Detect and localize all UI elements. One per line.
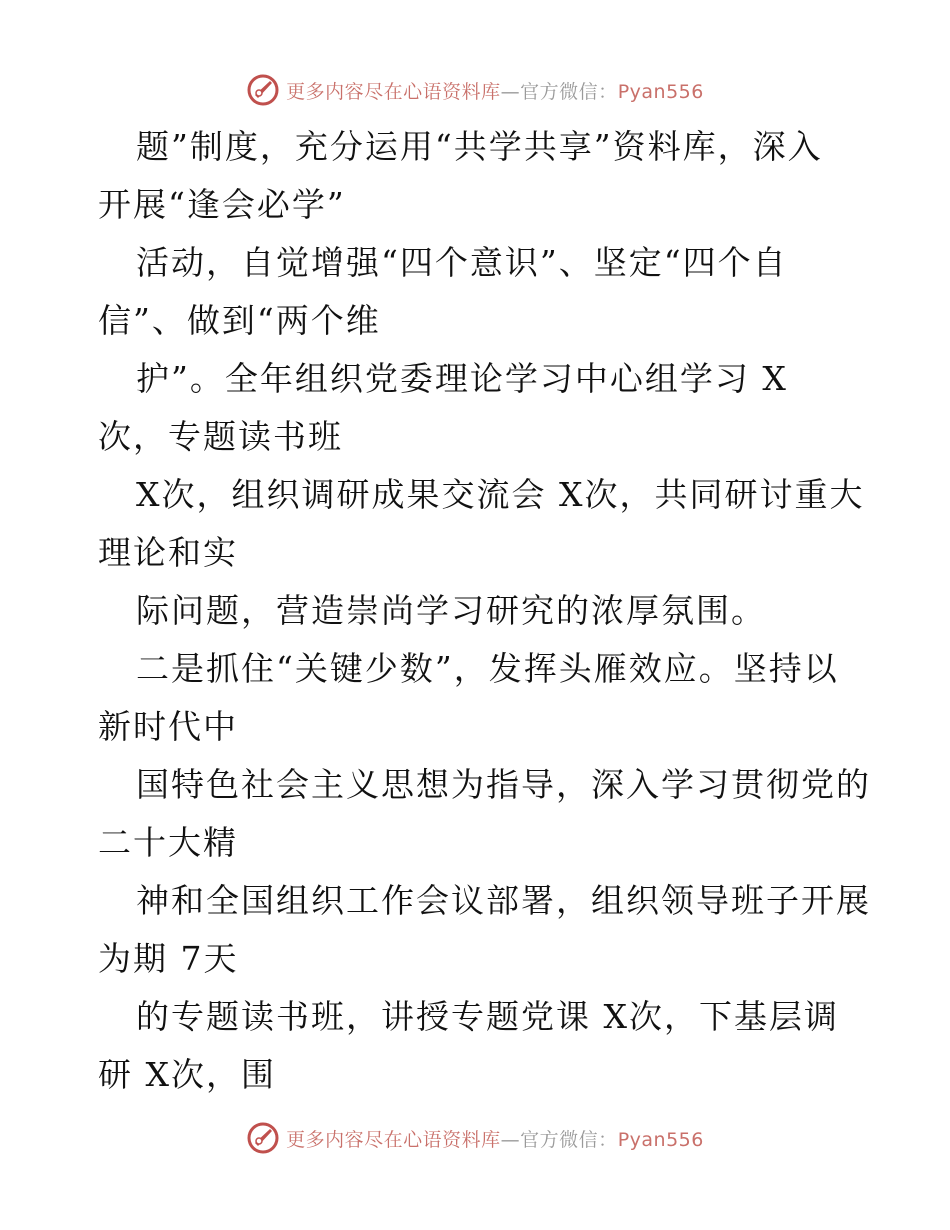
watermark-account: Pyan556 bbox=[617, 1128, 704, 1151]
text-line: 信”、做到“两个维 bbox=[98, 301, 381, 340]
text-line: 研 X次，围 bbox=[98, 1055, 276, 1094]
text-line: 二是抓住“关键少数”，发挥头雁效应。坚持以 bbox=[136, 649, 839, 688]
brand-logo-icon bbox=[246, 1121, 280, 1155]
text-line: 国特色社会主义思想为指导，深入学习贯彻党的 bbox=[136, 765, 871, 804]
text-line: X次，组织调研成果交流会 X次，共同研讨重大 bbox=[136, 475, 865, 514]
text-line: 题”制度，充分运用“共学共享”资料库，深入 bbox=[136, 127, 823, 166]
watermark-dash: — bbox=[500, 80, 521, 103]
text-line: 新时代中 bbox=[98, 707, 238, 746]
watermark-text bbox=[286, 1125, 704, 1152]
text-line: 的专题读书班，讲授专题党课 X次，下基层调 bbox=[136, 997, 839, 1036]
watermark-brand: 更多内容尽在心语资料库 bbox=[286, 1128, 501, 1151]
watermark-dash: — bbox=[500, 1128, 521, 1151]
text-line: 次，专题读书班 bbox=[98, 417, 343, 456]
text-line: 为期 7天 bbox=[98, 939, 239, 978]
watermark-brand: 更多内容尽在心语资料库 bbox=[286, 80, 501, 103]
text-line: 理论和实 bbox=[98, 533, 238, 572]
text-line: 开展“逢会必学” bbox=[98, 185, 346, 224]
watermark-official-label: 官方微信： bbox=[520, 1128, 618, 1151]
document-body bbox=[98, 118, 871, 1104]
watermark-official-label: 官方微信： bbox=[520, 80, 618, 103]
text-line: 际问题，营造崇尚学习研究的浓厚氛围。 bbox=[136, 591, 766, 630]
text-line: 神和全国组织工作会议部署，组织领导班子开展 bbox=[136, 881, 871, 920]
text-line: 活动，自觉增强“四个意识”、坚定“四个自 bbox=[136, 243, 788, 282]
text-line: 护”。全年组织党委理论学习中心组学习 X bbox=[136, 359, 788, 398]
footer-watermark bbox=[0, 1118, 950, 1158]
text-line: 二十大精 bbox=[98, 823, 238, 862]
watermark-account: Pyan556 bbox=[617, 80, 704, 103]
brand-logo-icon bbox=[246, 73, 280, 107]
watermark-text bbox=[286, 77, 704, 104]
header-watermark bbox=[0, 70, 950, 110]
